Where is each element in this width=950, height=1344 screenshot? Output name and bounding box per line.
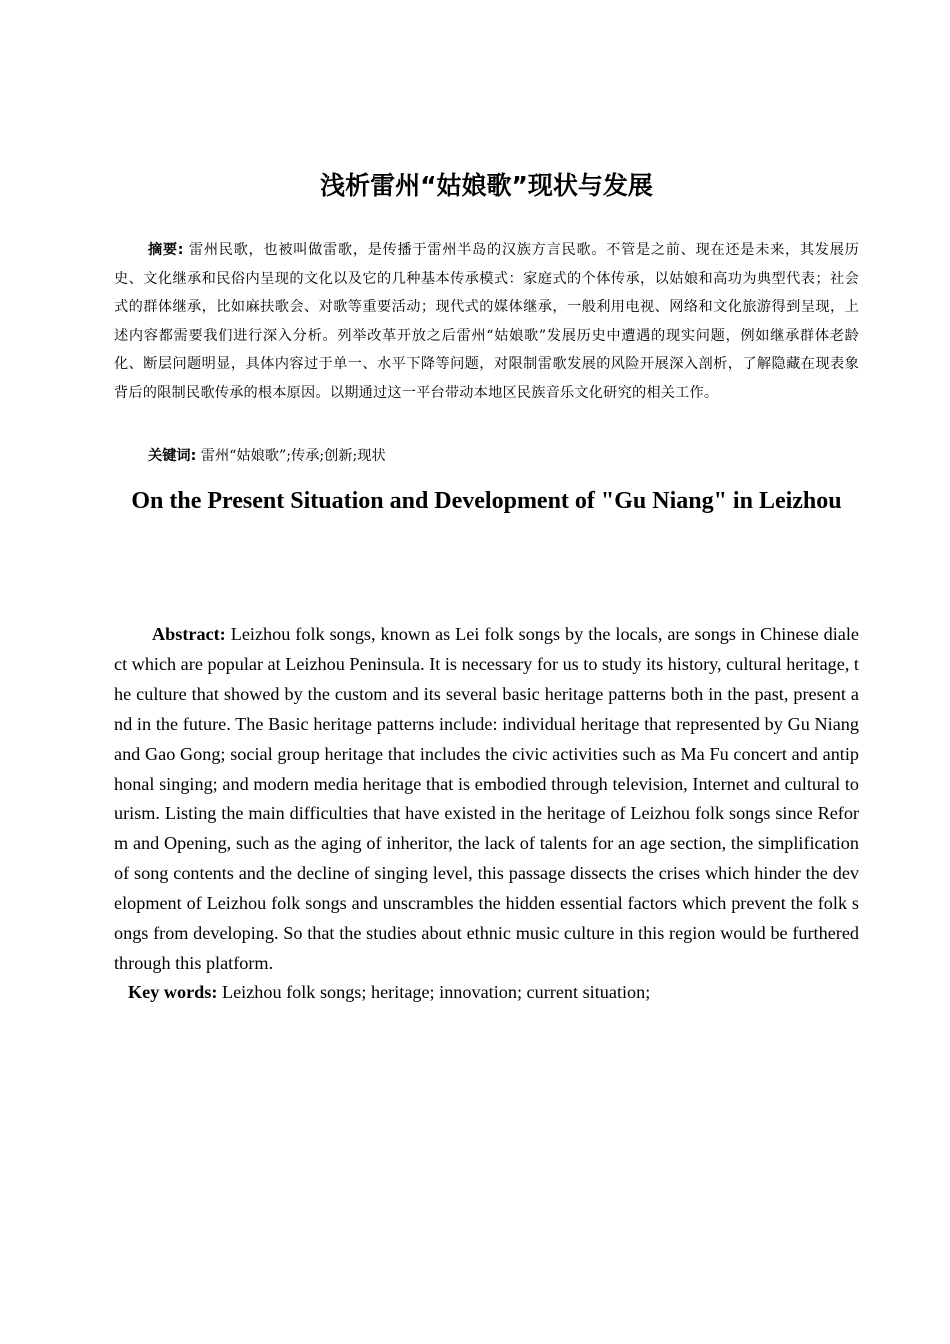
english-title: On the Present Situation and Development of "Gu Niang" in Leizhou xyxy=(131,488,842,514)
english-abstract-label: Abstract: xyxy=(152,624,226,644)
chinese-keywords xyxy=(148,442,859,470)
chinese-abstract-text: 雷州民歌，也被叫做雷歌，是传播于雷州半岛的汉族方言民歌。不管是之前、现在还是未来，其发展历史、文化继承和民俗内呈现的文化以及它的几种基本传承模式：家庭式的个体传承，以姑娘和高功为典型代表；社会式的群体继承，比如麻扶歌会、对歌等重要活动；现代式的媒体继承，一般利用电视、网络和文化旅游得到呈现，上述内容都需要我们进行深入分析。列举改革开放之后雷州“姑娘歌”发展历史中遭遇的现实问题，例如继承群体老龄化、断层问题明显，具体内容过于单一、水平下降等问题，对限制雷歌发展的风险开展深入剖析，了解隐藏在现表象背后的限制民歌传承的根本原因。以期通过这一平台带动本地区民族音乐文化研究的相关工作。 xyxy=(114,242,859,401)
chinese-keywords-text: 雷州“姑娘歌”;传承;创新;现状 xyxy=(196,448,386,464)
english-keywords xyxy=(128,977,859,1007)
chinese-abstract xyxy=(114,236,859,407)
english-keywords-label: Key words: xyxy=(128,982,218,1002)
english-abstract xyxy=(114,620,859,979)
chinese-keywords-label: 关键词: xyxy=(148,448,197,464)
english-keywords-text: Leizhou folk songs; heritage; innovation; current situation; xyxy=(217,982,651,1002)
chinese-abstract-label: 摘要: xyxy=(148,242,184,258)
english-abstract-text: Leizhou folk songs, known as Lei folk songs by the locals, are songs in Chinese dialect which are popular at Leizhou Peninsula. It is necessary for us to study its history, cultural heritage, the culture that showed by the custom and its several basic heritage patterns both in the past, present and in the future. The Basic heritage patterns include: individual heritage that represented by Gu Niang and Gao Gong; social group heritage that includes the civic activities such as Ma Fu concert and antiphonal singing; and modern media heritage that is embodied through television, Internet and cultural tourism. Listing the main difficulties that have existed in the heritage of Leizhou folk songs since Reform and Opening, such as the aging of inheritor, the lack of talents for an age section, the simplification of song contents and the decline of singing level, this passage dissects the crises which hinder the development of Leizhou folk songs and unscrambles the hidden essential factors which prevent the folk songs from developing. So that the studies about ethnic music culture in this region would be furthered through this platform. xyxy=(114,624,859,973)
chinese-title: 浅析雷州“姑娘歌”现状与发展 xyxy=(320,171,653,200)
